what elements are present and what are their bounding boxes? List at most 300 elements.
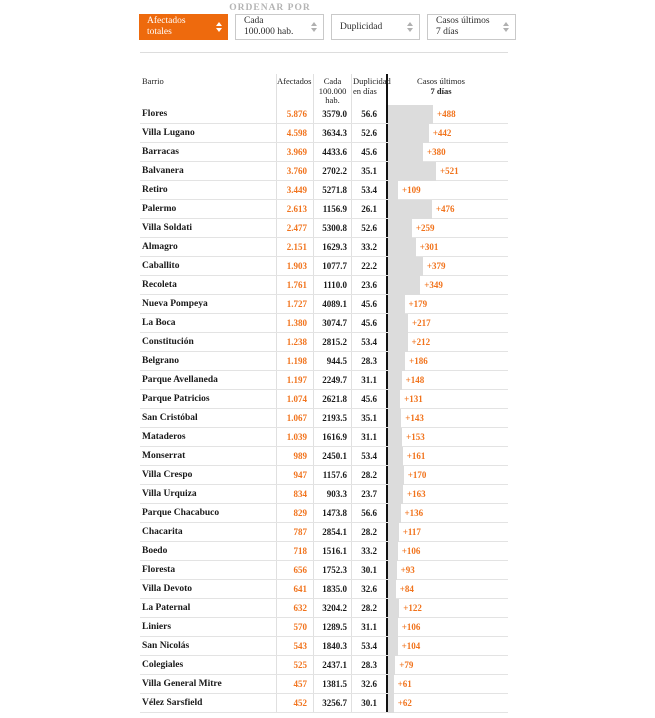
per-100k-value-text: 4089.1: [322, 299, 347, 309]
header-afectados: Afectados: [277, 74, 314, 105]
casos-7d-value: +163: [407, 489, 426, 499]
afectados-value: [277, 143, 314, 161]
duplicidad-value-text: 53.4: [361, 337, 377, 347]
casos-7d-value: +488: [437, 109, 456, 119]
barrio-name: [140, 390, 277, 408]
per-100k-value: [314, 599, 352, 617]
per-100k-value: [314, 257, 352, 275]
casos-7d-value: +122: [403, 603, 422, 613]
casos-7d-cell: [388, 124, 508, 142]
per-100k-value: [314, 143, 352, 161]
barrio-name-text: Monserrat: [142, 451, 186, 461]
casos-7d-value: +117: [402, 527, 421, 537]
casos-7d-bar: [388, 485, 403, 504]
per-100k-value: [314, 504, 352, 522]
casos-7d-value: +93: [400, 565, 415, 575]
casos-7d-bar: [388, 371, 402, 390]
afectados-value: [277, 238, 314, 256]
barrio-name-text: Vélez Sarsfield: [142, 698, 203, 708]
casos-7d-cell: [388, 637, 508, 655]
duplicidad-value: [352, 504, 388, 522]
afectados-value: [277, 295, 314, 313]
afectados-value-text: 525: [293, 660, 307, 670]
sort-option-duplicidad[interactable]: [331, 14, 420, 40]
per-100k-value-text: 2815.2: [322, 337, 347, 347]
afectados-value: [277, 523, 314, 541]
duplicidad-value-text: 30.1: [361, 698, 377, 708]
barrio-name-text: Mataderos: [142, 432, 186, 442]
duplicidad-value: [352, 276, 388, 294]
table-row: [140, 390, 508, 409]
duplicidad-value: [352, 143, 388, 161]
casos-7d-cell: [388, 542, 508, 560]
sort-arrows-icon: [216, 22, 222, 32]
duplicidad-value: [352, 257, 388, 275]
table-row: [140, 333, 508, 352]
duplicidad-value-text: 56.6: [361, 109, 377, 119]
sort-controls: [139, 14, 516, 40]
per-100k-value-text: 903.3: [326, 489, 347, 499]
afectados-value-text: 632: [293, 603, 307, 613]
barrio-name-text: Palermo: [142, 204, 177, 214]
per-100k-value: [314, 656, 352, 674]
casos-7d-cell: [388, 523, 508, 541]
duplicidad-value: [352, 238, 388, 256]
barrio-name: [140, 504, 277, 522]
table-row: [140, 181, 508, 200]
afectados-value-text: 543: [293, 641, 307, 651]
per-100k-value: [314, 314, 352, 332]
duplicidad-value: [352, 599, 388, 617]
table-row: [140, 257, 508, 276]
sort-option-cada-100000-hab[interactable]: [235, 14, 324, 40]
duplicidad-value: [352, 466, 388, 484]
barrio-name-text: Villa General Mitre: [142, 679, 222, 689]
afectados-value-text: 1.238: [286, 337, 307, 347]
duplicidad-value-text: 45.6: [361, 299, 377, 309]
casos-7d-value: +301: [419, 242, 439, 252]
casos-7d-cell: [388, 466, 508, 484]
duplicidad-value-text: 53.4: [361, 185, 377, 195]
per-100k-value-text: 3579.0: [322, 109, 347, 119]
barrio-name-text: San Cristóbal: [142, 413, 198, 423]
duplicidad-value-text: 26.1: [361, 204, 377, 214]
casos-7d-bar: [388, 333, 408, 352]
afectados-value: [277, 352, 314, 370]
per-100k-value-text: 944.5: [326, 356, 347, 366]
duplicidad-value-text: 52.6: [361, 128, 377, 138]
table-row: [140, 466, 508, 485]
afectados-value: [277, 637, 314, 655]
duplicidad-value-text: 32.6: [361, 584, 377, 594]
sort-option-label: 100.000 hab.: [244, 27, 294, 37]
casos-7d-value: +521: [440, 166, 459, 176]
duplicidad-value-text: 35.1: [361, 413, 377, 423]
casos-7d-bar: [388, 637, 398, 656]
casos-7d-cell: [388, 390, 508, 408]
casos-7d-bar: [388, 561, 397, 580]
barrio-name-text: Liniers: [142, 622, 172, 632]
duplicidad-value: [352, 390, 388, 408]
per-100k-value-text: 1381.5: [322, 679, 347, 689]
sort-arrows-icon: [407, 22, 413, 32]
per-100k-value-text: 1516.1: [322, 546, 347, 556]
duplicidad-value: [352, 656, 388, 674]
afectados-value-text: 947: [293, 470, 307, 480]
barrio-name: [140, 181, 277, 199]
casos-7d-cell: [388, 656, 508, 674]
afectados-value-text: 718: [293, 546, 307, 556]
duplicidad-value-text: 23.7: [361, 489, 377, 499]
per-100k-value: [314, 523, 352, 541]
table-row: [140, 352, 508, 371]
duplicidad-value: [352, 162, 388, 180]
casos-7d-value: +170: [407, 470, 427, 480]
barrio-name: [140, 333, 277, 351]
barrio-name: [140, 371, 277, 389]
afectados-value: [277, 219, 314, 237]
duplicidad-value-text: 28.3: [361, 356, 377, 366]
casos-7d-value: +179: [408, 299, 428, 309]
barrio-name: [140, 485, 277, 503]
barrio-name: [140, 295, 277, 313]
per-100k-value: [314, 200, 352, 218]
afectados-value: [277, 257, 314, 275]
casos-7d-cell: [388, 143, 508, 161]
afectados-value: [277, 428, 314, 446]
barrio-name: [140, 162, 277, 180]
casos-7d-bar: [388, 504, 401, 523]
casos-7d-value: +161: [406, 451, 426, 461]
casos-7d-cell: [388, 295, 508, 313]
per-100k-value: [314, 542, 352, 560]
barrio-name: [140, 124, 277, 142]
per-100k-value-text: 1289.5: [322, 622, 347, 632]
afectados-value: [277, 599, 314, 617]
duplicidad-value-text: 31.1: [361, 432, 377, 442]
afectados-value-text: 989: [293, 451, 307, 461]
barrio-name: [140, 542, 277, 560]
afectados-value: [277, 466, 314, 484]
barrio-name-text: Floresta: [142, 565, 176, 575]
afectados-value: [277, 447, 314, 465]
table-row: [140, 295, 508, 314]
casos-7d-value: +79: [399, 660, 414, 670]
barrio-name: [140, 238, 277, 256]
casos-7d-value: +131: [404, 394, 423, 404]
table-row: [140, 675, 508, 694]
sort-arrows-icon: [311, 22, 317, 32]
table-row: [140, 618, 508, 637]
duplicidad-value-text: 52.6: [361, 223, 377, 233]
per-100k-value-text: 4433.6: [322, 147, 347, 157]
per-100k-value: [314, 428, 352, 446]
table-row: [140, 599, 508, 618]
afectados-value: [277, 124, 314, 142]
casos-7d-value: +143: [405, 413, 424, 423]
duplicidad-value-text: 22.2: [361, 261, 377, 271]
casos-7d-value: +106: [401, 546, 421, 556]
afectados-value: [277, 333, 314, 351]
afectados-value-text: 1.380: [286, 318, 307, 328]
afectados-value-text: 1.903: [286, 261, 307, 271]
barrio-name: [140, 409, 277, 427]
per-100k-value-text: 1616.9: [322, 432, 347, 442]
per-100k-value: [314, 409, 352, 427]
table-row: [140, 371, 508, 390]
casos-7d-value: +186: [409, 356, 428, 366]
casos-7d-value: +104: [401, 641, 421, 651]
table-row: [140, 105, 508, 124]
per-100k-value-text: 2621.8: [322, 394, 347, 404]
duplicidad-value: [352, 181, 388, 199]
per-100k-value-text: 1110.0: [323, 280, 347, 290]
sort-option-label: Afectados: [147, 16, 186, 26]
casos-7d-cell: [388, 675, 508, 693]
duplicidad-value: [352, 409, 388, 427]
per-100k-value-text: 1840.3: [322, 641, 347, 651]
duplicidad-value: [352, 333, 388, 351]
afectados-value: [277, 390, 314, 408]
barrios-table: [140, 74, 508, 713]
duplicidad-value-text: 28.2: [361, 470, 377, 480]
per-100k-value: [314, 561, 352, 579]
per-100k-value: [314, 333, 352, 351]
afectados-value: [277, 200, 314, 218]
afectados-value-text: 1.761: [286, 280, 307, 290]
afectados-value-text: 2.151: [286, 242, 307, 252]
duplicidad-value: [352, 105, 388, 123]
afectados-value-text: 641: [293, 584, 307, 594]
table-row: [140, 143, 508, 162]
header-per-100k: Cada 100.000 hab.: [314, 74, 352, 105]
barrio-name: [140, 637, 277, 655]
casos-7d-bar: [388, 390, 400, 409]
afectados-value-text: 656: [293, 565, 307, 575]
casos-7d-value: +136: [404, 508, 424, 518]
casos-7d-value: +62: [397, 698, 412, 708]
barrio-name: [140, 618, 277, 636]
sort-option-label: totales: [147, 27, 172, 37]
barrio-name-text: Villa Crespo: [142, 470, 193, 480]
barrio-name-text: Retiro: [142, 185, 168, 195]
afectados-value: [277, 675, 314, 693]
casos-7d-bar: [388, 580, 396, 599]
duplicidad-value-text: 31.1: [361, 375, 377, 385]
sort-option-label: Casos últimos: [436, 16, 490, 26]
afectados-value-text: 3.969: [286, 147, 307, 157]
afectados-value-text: 2.477: [286, 223, 307, 233]
per-100k-value: [314, 162, 352, 180]
per-100k-value-text: 2702.2: [322, 166, 347, 176]
per-100k-value: [314, 219, 352, 237]
casos-7d-bar: [388, 162, 436, 181]
duplicidad-value-text: 31.1: [361, 622, 377, 632]
afectados-value-text: 570: [293, 622, 307, 632]
casos-7d-bar: [388, 523, 399, 542]
table-row: [140, 409, 508, 428]
casos-7d-bar: [388, 257, 423, 276]
casos-7d-cell: [388, 276, 508, 294]
afectados-value-text: 452: [293, 698, 307, 708]
per-100k-value-text: 2450.1: [322, 451, 347, 461]
duplicidad-value-text: 28.2: [361, 527, 377, 537]
barrio-name: [140, 447, 277, 465]
per-100k-value: [314, 238, 352, 256]
sort-by-label: ORDENAR POR: [229, 3, 311, 13]
casos-7d-cell: [388, 409, 508, 427]
casos-7d-value: +61: [397, 679, 412, 689]
afectados-value: [277, 694, 314, 712]
per-100k-value-text: 3204.2: [322, 603, 347, 613]
barrio-name-text: Chacarita: [142, 527, 183, 537]
sort-option-label: Duplicidad: [340, 21, 383, 32]
afectados-value: [277, 485, 314, 503]
per-100k-value: [314, 295, 352, 313]
per-100k-value: [314, 276, 352, 294]
barrio-name: [140, 143, 277, 161]
casos-7d-value: +109: [402, 185, 421, 195]
duplicidad-value-text: 45.6: [361, 147, 377, 157]
casos-7d-cell: [388, 694, 508, 712]
casos-7d-value: +212: [411, 337, 431, 347]
table-row: [140, 200, 508, 219]
per-100k-value: [314, 390, 352, 408]
barrio-name: [140, 276, 277, 294]
afectados-value-text: 1.067: [286, 413, 307, 423]
casos-7d-cell: [388, 580, 508, 598]
barrio-name-text: Villa Soldati: [142, 223, 193, 233]
per-100k-value: [314, 580, 352, 598]
casos-7d-bar: [388, 143, 423, 162]
afectados-value-text: 457: [293, 679, 307, 689]
barrio-name-text: San Nicolás: [142, 641, 190, 651]
per-100k-value: [314, 637, 352, 655]
per-100k-value-text: 5300.8: [322, 223, 347, 233]
casos-7d-cell: [388, 485, 508, 503]
casos-7d-cell: [388, 599, 508, 617]
per-100k-value-text: 3074.7: [322, 318, 347, 328]
barrio-name-text: Parque Patricios: [142, 394, 210, 404]
barrio-name: [140, 200, 277, 218]
sort-option-label: Cada: [244, 16, 264, 26]
duplicidad-value-text: 56.6: [361, 508, 377, 518]
afectados-value-text: 1.198: [286, 356, 307, 366]
duplicidad-value: [352, 314, 388, 332]
per-100k-value: [314, 675, 352, 693]
barrio-name-text: Parque Chacabuco: [142, 508, 220, 518]
per-100k-value: [314, 485, 352, 503]
afectados-value-text: 4.598: [286, 128, 307, 138]
header-casos-7d: Casos últimos 7 días: [417, 76, 465, 96]
afectados-value: [277, 105, 314, 123]
duplicidad-value-text: 35.1: [361, 166, 377, 176]
casos-7d-cell: [388, 181, 508, 199]
afectados-value: [277, 181, 314, 199]
duplicidad-value: [352, 447, 388, 465]
casos-7d-cell: [388, 314, 508, 332]
table-body: [140, 105, 508, 713]
barrio-name: [140, 580, 277, 598]
casos-7d-bar: [388, 352, 405, 371]
barrio-name: [140, 561, 277, 579]
sort-option-casos-ultimos-7-dias[interactable]: [427, 14, 516, 40]
per-100k-value-text: 1157.6: [322, 470, 347, 480]
casos-7d-cell: [388, 504, 508, 522]
duplicidad-value: [352, 694, 388, 712]
barrio-name: [140, 599, 277, 617]
casos-7d-bar: [388, 675, 394, 694]
duplicidad-value: [352, 542, 388, 560]
casos-7d-cell: [388, 333, 508, 351]
casos-7d-cell: [388, 352, 508, 370]
afectados-value: [277, 561, 314, 579]
sort-option-afectados-totales[interactable]: [139, 14, 228, 40]
casos-7d-bar: [388, 447, 403, 466]
duplicidad-value: [352, 124, 388, 142]
casos-7d-cell: [388, 371, 508, 389]
barrio-name-text: Villa Lugano: [142, 128, 195, 138]
table-row: [140, 694, 508, 713]
duplicidad-value: [352, 637, 388, 655]
duplicidad-value-text: 23.6: [361, 280, 377, 290]
table-row: [140, 485, 508, 504]
duplicidad-value: [352, 428, 388, 446]
per-100k-value-text: 3634.3: [322, 128, 347, 138]
table-row: [140, 542, 508, 561]
table-row: [140, 238, 508, 257]
casos-7d-value: +148: [405, 375, 425, 385]
afectados-value: [277, 371, 314, 389]
duplicidad-value-text: 33.2: [361, 242, 377, 252]
per-100k-value-text: 1752.3: [322, 565, 347, 575]
header-barrio: Barrio: [140, 74, 277, 105]
duplicidad-value: [352, 523, 388, 541]
per-100k-value: [314, 371, 352, 389]
table-row: [140, 561, 508, 580]
casos-7d-cell: [388, 561, 508, 579]
casos-7d-value: +259: [415, 223, 435, 233]
dropdowns-divider: [140, 52, 508, 53]
barrio-name-text: Nueva Pompeya: [142, 299, 208, 309]
barrio-name-text: Barracas: [142, 147, 179, 157]
barrio-name: [140, 523, 277, 541]
casos-7d-value: +476: [435, 204, 455, 214]
afectados-value: [277, 409, 314, 427]
casos-7d-cell: [388, 447, 508, 465]
afectados-value: [277, 314, 314, 332]
table-row: [140, 580, 508, 599]
casos-7d-value: +442: [432, 128, 452, 138]
barrio-name: [140, 314, 277, 332]
per-100k-value-text: 1156.9: [322, 204, 347, 214]
casos-7d-bar: [388, 105, 433, 124]
duplicidad-value-text: 28.3: [361, 660, 377, 670]
table-row: [140, 314, 508, 333]
casos-7d-bar: [388, 181, 398, 200]
duplicidad-value-text: 33.2: [361, 546, 377, 556]
per-100k-value-text: 1077.7: [322, 261, 347, 271]
casos-7d-cell: [388, 105, 508, 123]
barrio-name-text: Almagro: [142, 242, 178, 252]
per-100k-value-text: 3256.7: [322, 698, 347, 708]
header-duplicidad: Duplicidad en días: [352, 74, 388, 105]
barrio-name: [140, 219, 277, 237]
duplicidad-value: [352, 219, 388, 237]
casos-7d-bar: [388, 219, 412, 238]
table-row: [140, 637, 508, 656]
barrio-name-text: Balvanera: [142, 166, 184, 176]
